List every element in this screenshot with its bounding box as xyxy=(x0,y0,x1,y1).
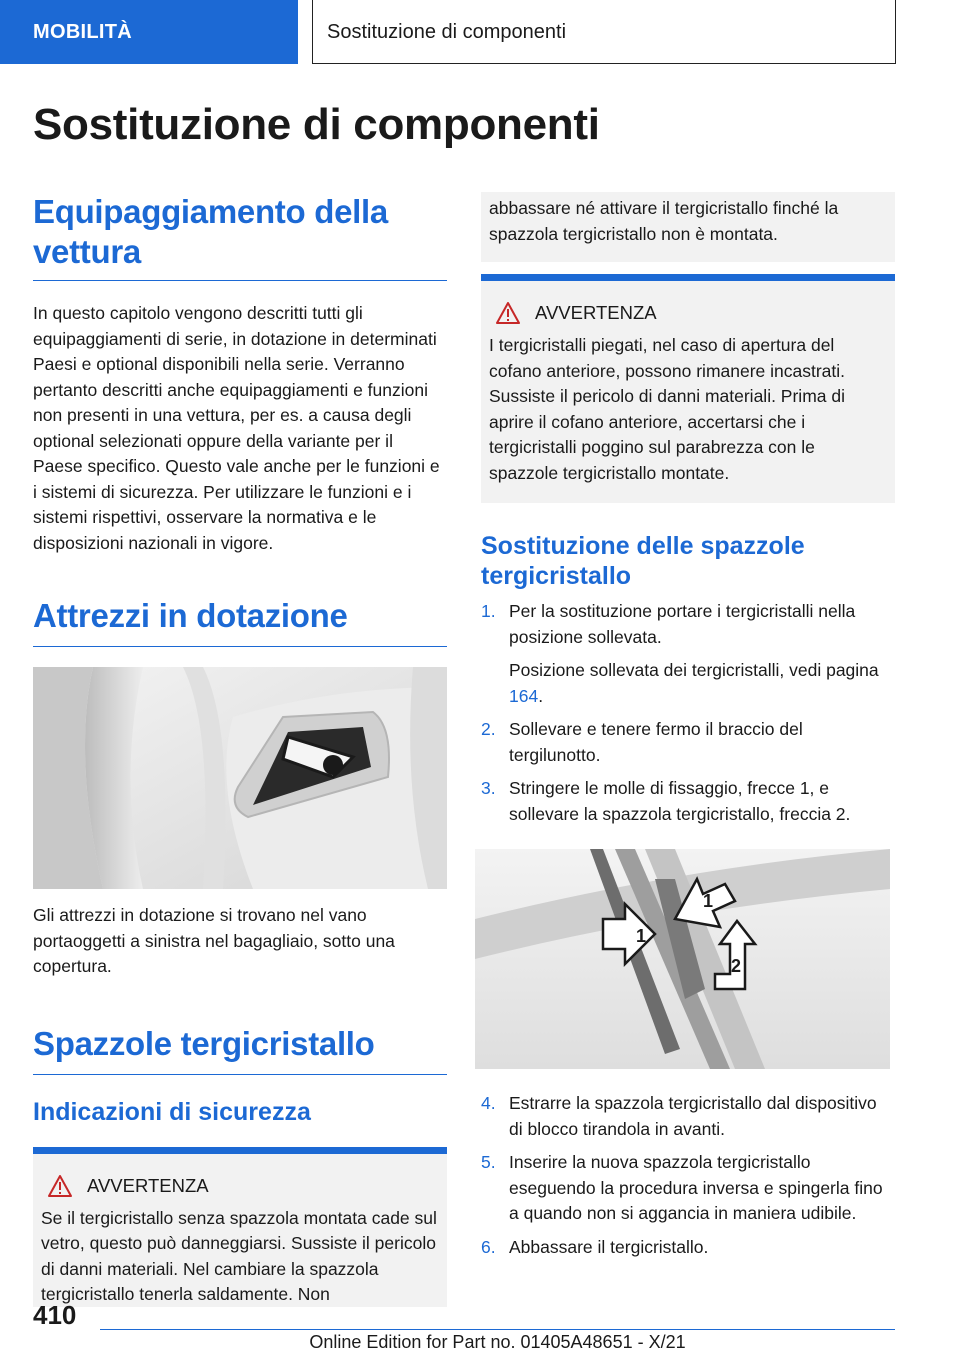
warning-label: AVVERTENZA xyxy=(535,302,657,323)
left-column xyxy=(33,192,447,1307)
steps-list-a xyxy=(481,599,895,827)
arrow-label-1: 1 xyxy=(636,926,647,946)
step-number: 2. xyxy=(481,719,496,739)
warning-triangle-icon xyxy=(495,301,521,325)
list-item xyxy=(481,1150,895,1227)
step-text: Stringere le molle di fissaggio, frecce 1, e sollevare la spazzola tergicristallo, freccia 2. xyxy=(509,778,851,824)
step-number: 4. xyxy=(481,1093,496,1113)
heading-sostituzione: Sostituzione delle spazzole tergicristallo xyxy=(481,532,805,590)
arrow-label-1b: 1 xyxy=(703,891,714,911)
step-text: Sollevare e tenere fermo il braccio del tergilunotto. xyxy=(509,719,803,765)
warning-box-continued xyxy=(481,192,895,262)
list-item xyxy=(481,717,895,768)
step-number: 1. xyxy=(481,601,496,621)
chapter-tab: Sostituzione di componenti xyxy=(312,0,896,64)
step-text: Abbassare il tergicristallo. xyxy=(509,1236,709,1257)
step-number: 3. xyxy=(481,778,496,798)
list-item xyxy=(481,1235,895,1261)
warning-text: Se il tergicristallo senza spazzola montata cade sul vetro, questo può danneggiarsi. Sussiste il pericolo di danni materiali. Nel cambiare la spazzola tergicristallo tenerla saldamente. Non xyxy=(41,1207,437,1304)
intro-paragraph: In questo capitolo vengono descritti tutti gli equipaggiamenti di serie, in dotazione in determinati Paesi e optional disponibili nella serie. Verranno pertanto descritti anche equipaggiamenti e funzioni non presenti in una vettura, per es. a causa degli optional selezionati oppure della variante per il Paese specifico. Questo vale anche per le funzioni e i sistemi di sicurezza. Per utilizzare le funzioni e i sistemi rispettivi, osservare la normativa e le disposizioni nazionali in vigore. xyxy=(33,303,440,553)
list-item xyxy=(481,776,895,827)
heading-attrezzi: Attrezzi in dotazione xyxy=(33,597,348,634)
warning-header xyxy=(41,1174,437,1198)
toolkit-caption: Gli attrezzi in dotazione si trovano nel vano portaoggetti a sinistra nel bagagliaio, sotto una copertura. xyxy=(33,905,395,976)
toolkit-photo xyxy=(33,667,447,889)
arrow-label-2: 2 xyxy=(731,956,742,976)
divider xyxy=(33,280,447,281)
warning-box xyxy=(33,1147,447,1307)
list-item xyxy=(481,1091,895,1142)
heading-spazzole: Spazzole tergicristallo xyxy=(33,1024,375,1062)
warning-label: AVVERTENZA xyxy=(87,1174,209,1196)
wiper-photo xyxy=(475,849,890,1069)
page-number: 410 xyxy=(33,1300,77,1330)
warning-triangle-icon xyxy=(47,1174,73,1198)
step-text: Estrarre la spazzola tergicristallo dal dispositivo di blocco tirandola in avanti. xyxy=(509,1093,877,1139)
heading-sicurezza: Indicazioni di sicurezza xyxy=(33,1097,311,1126)
note-text: Posizione sollevata dei tergicristalli, vedi pagina xyxy=(509,660,879,680)
step-number: 5. xyxy=(481,1152,496,1172)
right-column xyxy=(481,192,895,1260)
section-tab: MOBILITÀ xyxy=(0,0,298,64)
divider xyxy=(33,1074,447,1075)
warning-box-2 xyxy=(481,274,895,503)
step-note xyxy=(509,658,895,709)
warning-header xyxy=(489,301,885,325)
warning-text: I tergicristalli piegati, nel caso di apertura del cofano anteriore, possono rimanere incastrati. Sussiste il pericolo di danni materiali. Prima di aprire il cofano anteriore, accertarsi che i tergicristalli poggino sul parabrezza con le spazzole tergicristallo montate. xyxy=(489,335,846,483)
list-item xyxy=(481,599,895,709)
step-text: Per la sostituzione portare i tergicristalli nella posizione sollevata. xyxy=(509,601,856,647)
toolkit-illustration xyxy=(33,667,447,889)
heading-equipaggiamento: Equipaggiamento della vettura xyxy=(33,193,388,270)
footer-edition: Online Edition for Part no. 01405A48651 - X/21 xyxy=(309,1332,686,1352)
page-title: Sostituzione di componenti xyxy=(33,100,600,149)
page-link[interactable]: 164 xyxy=(509,685,539,706)
step-text: Inserire la nuova spazzola tergicristallo eseguendo la procedura inversa e spingerla fino a quando non si aggancia in maniera udibile. xyxy=(509,1152,883,1223)
step-number: 6. xyxy=(481,1236,496,1257)
warning-text-continued: abbassare né attivare il tergicristallo finché la spazzola tergicristallo non è montata. xyxy=(489,198,839,244)
note-text: . xyxy=(538,685,544,706)
steps-list-b xyxy=(481,1091,895,1260)
footer-divider xyxy=(100,1329,895,1330)
wiper-illustration xyxy=(475,849,890,1069)
divider xyxy=(33,646,447,647)
